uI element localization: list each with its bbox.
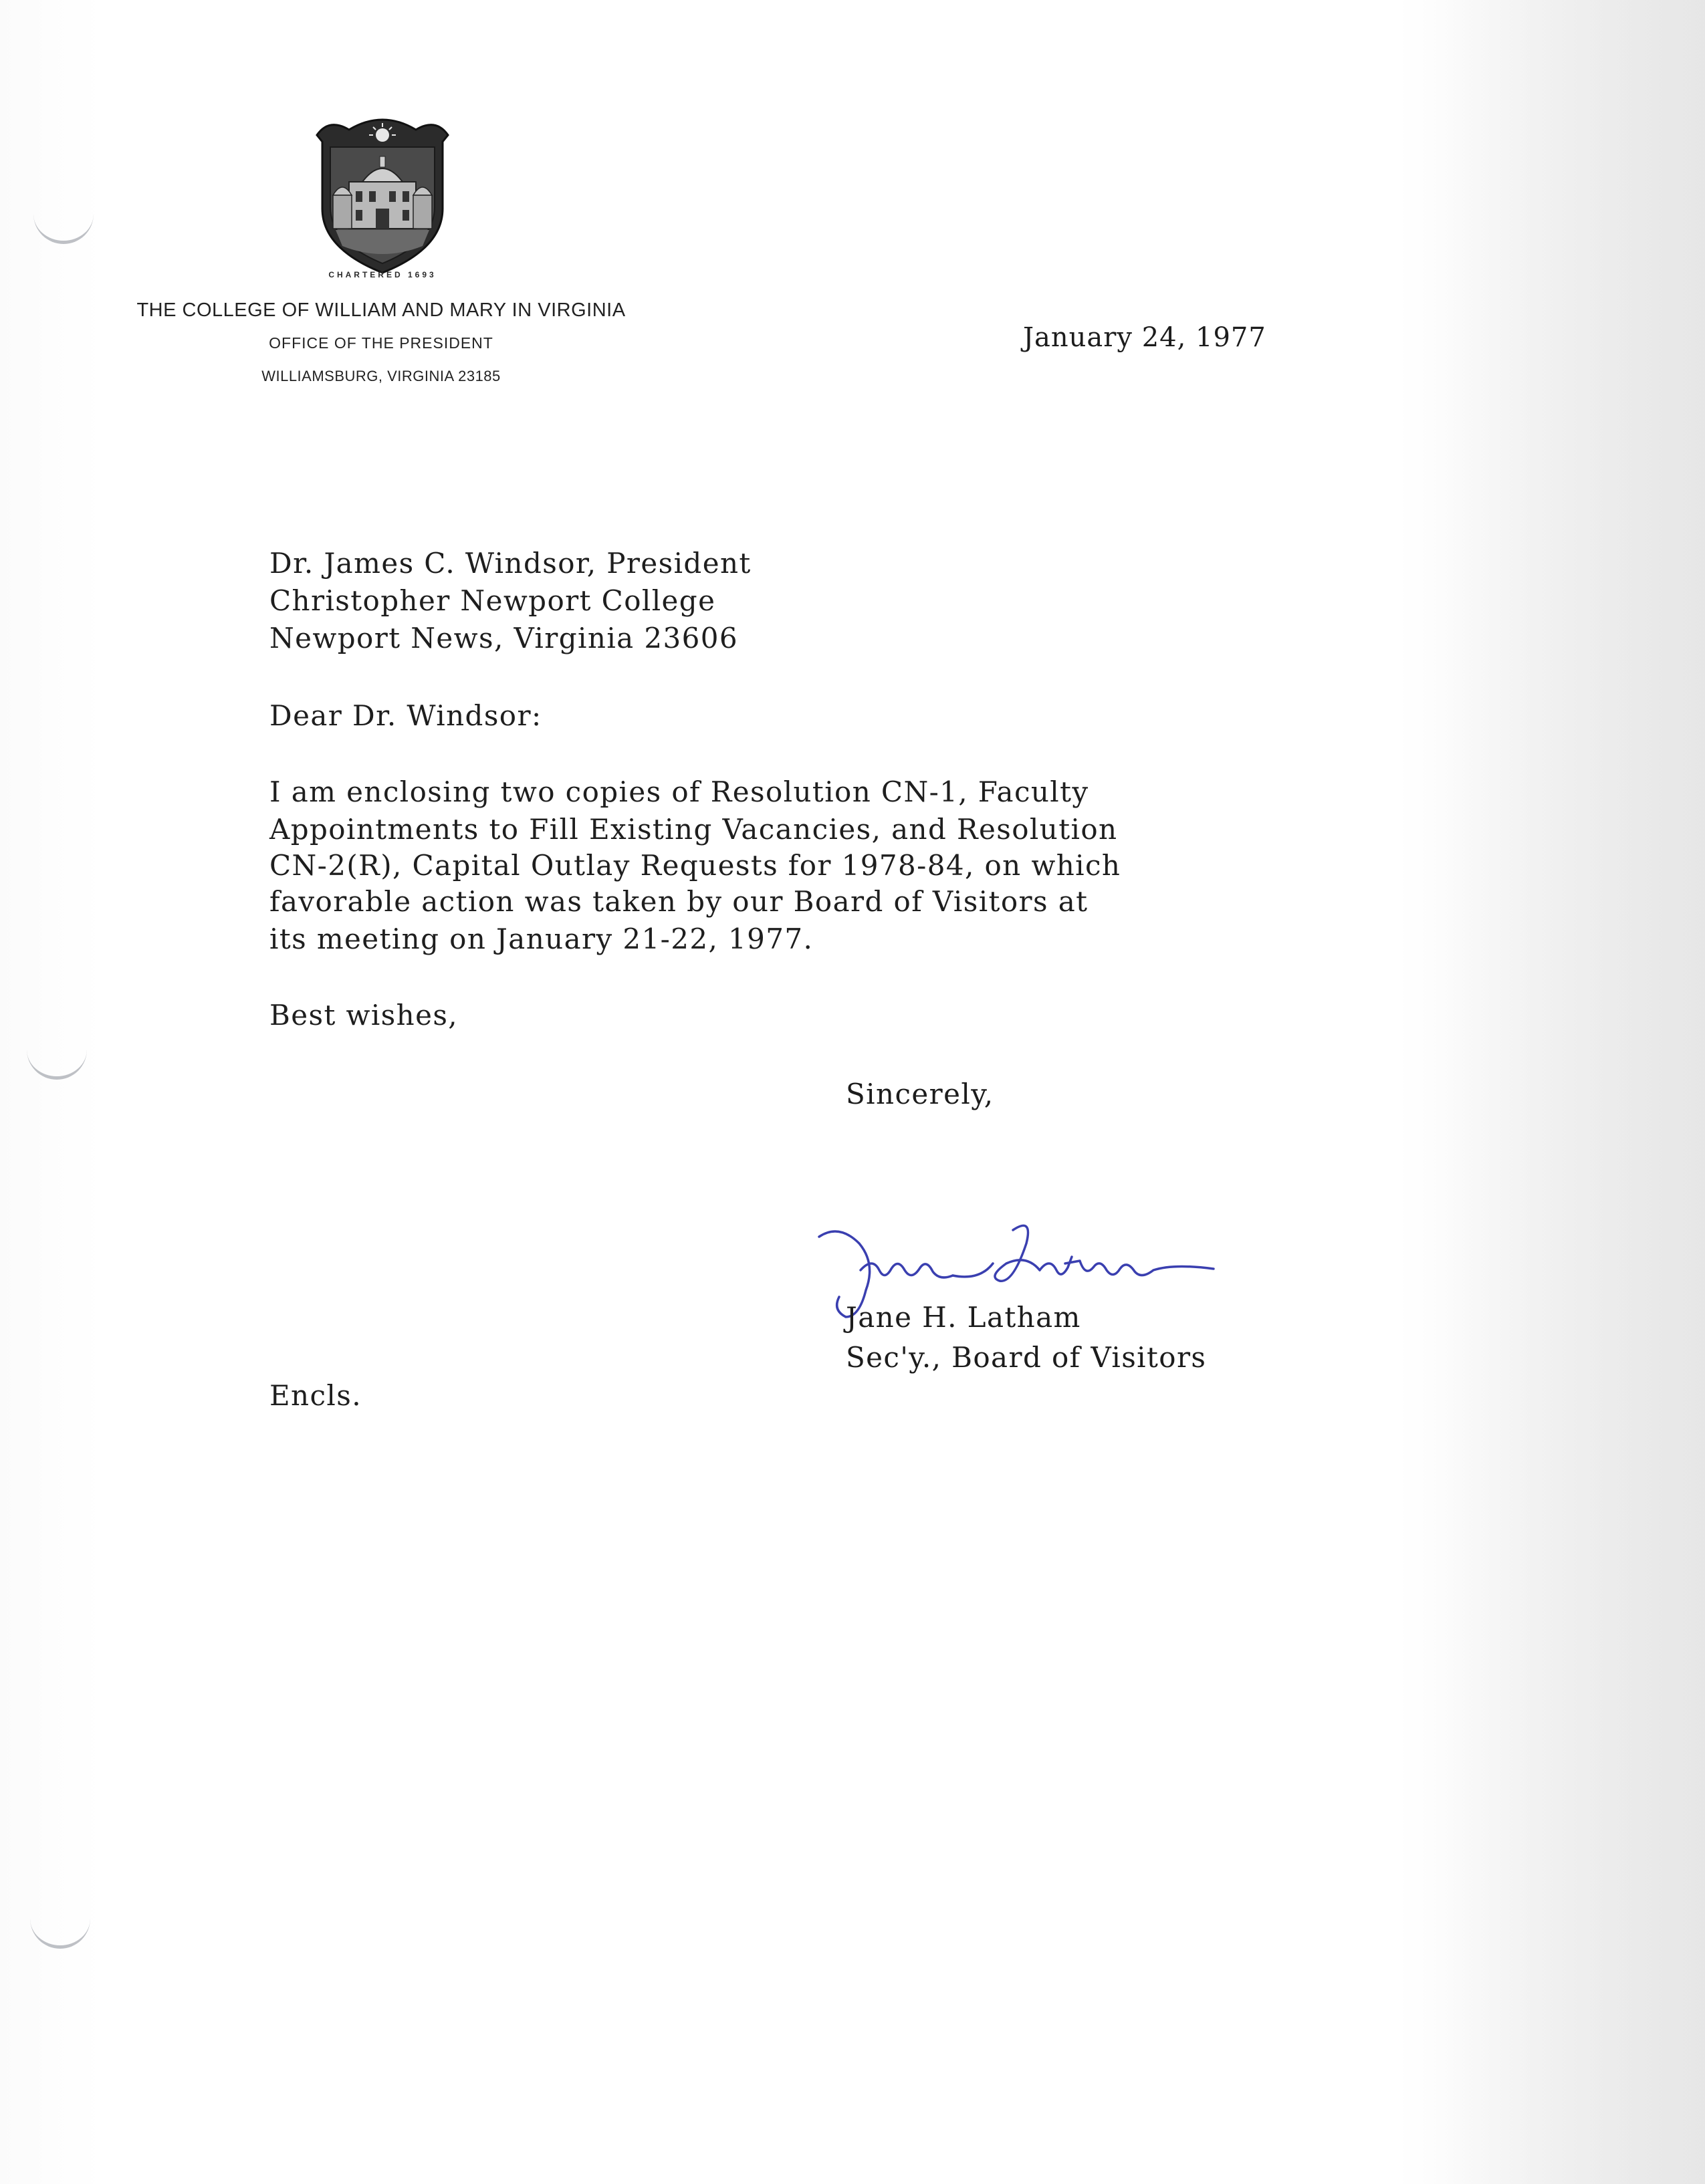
recipient-line-1: Dr. James C. Windsor, President	[269, 547, 752, 580]
signer-name: Jane H. Latham	[846, 1301, 1081, 1334]
closing: Sincerely,	[846, 1078, 994, 1110]
recipient-line-3: Newport News, Virginia 23606	[269, 622, 738, 654]
body-line: CN-2(R), Capital Outlay Requests for 1978-84, on which	[269, 849, 1121, 882]
body-line: favorable action was taken by our Board of Visitors at	[269, 885, 1089, 918]
salutation: Dear Dr. Windsor:	[269, 699, 542, 732]
letterhead-address: WILLIAMSBURG, VIRGINIA 23185	[261, 368, 501, 384]
recipient-line-2: Christopher Newport College	[269, 584, 716, 617]
enclosure-note: Encls.	[269, 1379, 362, 1412]
chartered-line: CHARTERED 1693	[328, 270, 437, 279]
body-line: I am enclosing two copies of Resolution CN-1, Faculty	[269, 775, 1089, 808]
letter-date: January 24, 1977	[1023, 322, 1266, 353]
punch-hole-mark	[27, 1050, 87, 1080]
body-line: its meeting on January 21-22, 1977.	[269, 923, 814, 955]
body-line: Appointments to Fill Existing Vacancies, and Resolution	[269, 813, 1118, 846]
punch-hole-mark	[30, 1919, 90, 1949]
signer-title: Sec'y., Board of Visitors	[846, 1341, 1207, 1374]
punch-hole-mark	[33, 214, 94, 244]
best-wishes: Best wishes,	[269, 999, 459, 1032]
college-seal-icon	[309, 115, 456, 275]
letterhead-office: OFFICE OF THE PRESIDENT	[269, 334, 493, 352]
page-edge-shadow	[1438, 0, 1705, 2184]
letterhead-college-name: THE COLLEGE OF WILLIAM AND MARY IN VIRGINIA	[136, 299, 626, 321]
